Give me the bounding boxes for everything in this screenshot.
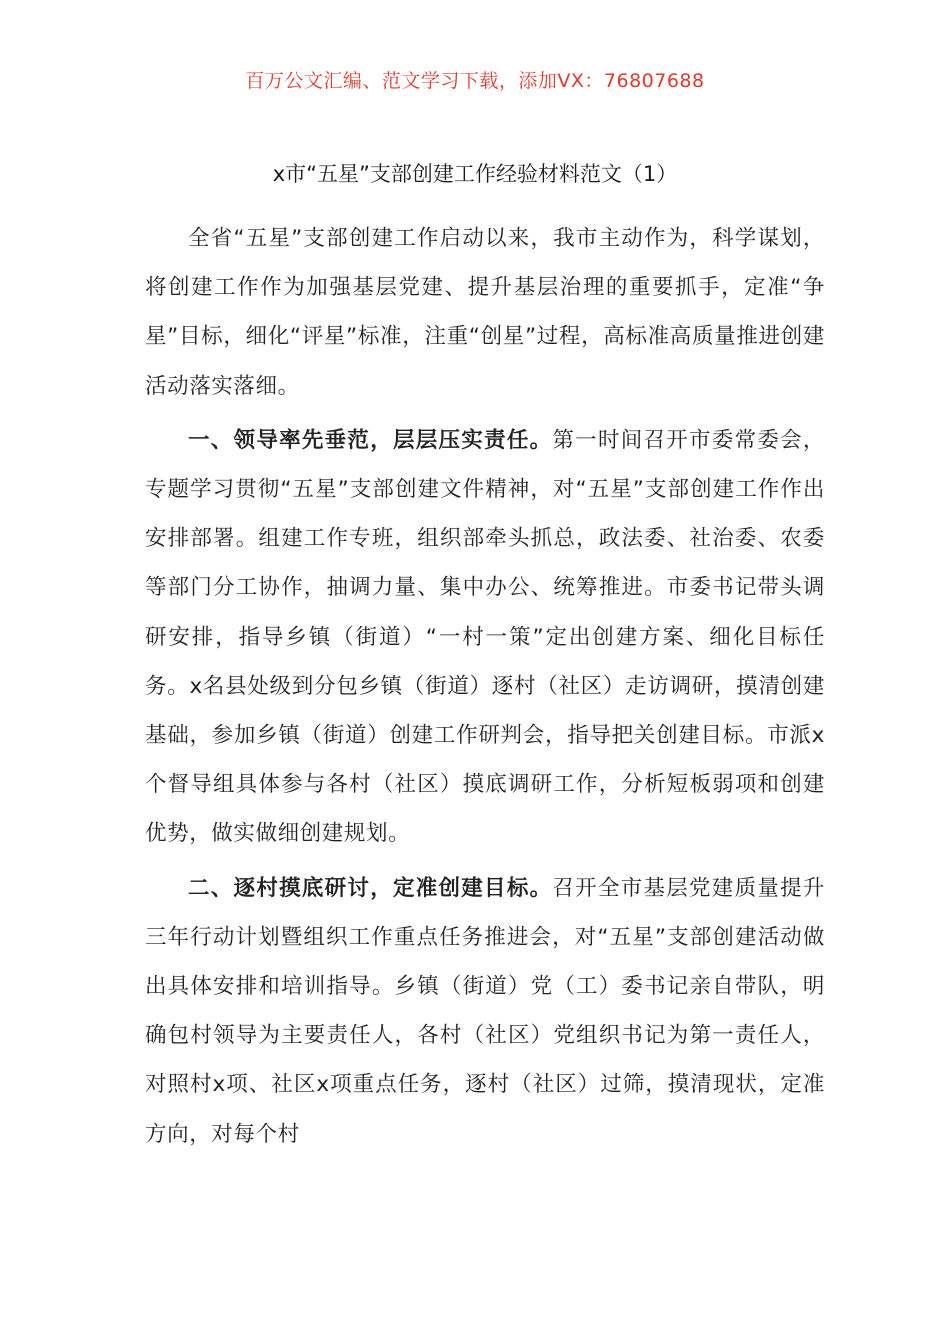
watermark-banner: 百万公文汇编、范文学习下载，添加VX：76807688: [245, 70, 705, 92]
section-heading-1: 一、领导率先垂范，层层压实责任。: [188, 427, 553, 453]
section-paragraph-2: [145, 864, 825, 1159]
section-text-2: 召开全市基层党建质量提升三年行动计划暨组织工作重点任务推进会，对“五星”支部创建活动做出具体安排和培训指导。乡镇（街道）党（工）委书记亲自带队，明确包村领导为主要责任人，各村（社区）党组织书记为第一责任人，对照村x项、社区x项重点任务，逐村（社区）过筛，摸清现状，定准方向，对每个村: [145, 875, 826, 1147]
intro-paragraph: 全省“五星”支部创建工作启动以来，我市主动作为，科学谋划，将创建工作作为加强基层党建、提升基层治理的重要抓手，定准“争星”目标，细化“评星”标准，注重“创星”过程，高标准高质量推进创建活动落实落细。: [145, 226, 825, 399]
section-text-1: 第一时间召开市委常委会，专题学习贯彻“五星”支部创建文件精神，对“五星”支部创建工作作出安排部署。组建工作专班，组织部牵头抓总，政法委、社治委、农委等部门分工协作，抽调力量、集中办公、统筹推进。市委书记带头调研安排，指导乡镇（街道）“一村一策”定出创建方案、细化目标任务。x名县处级到分包乡镇（街道）逐村（社区）走访调研，摸清创建基础，参加乡镇（街道）创建工作研判会，指导把关创建目标。市派x个督导组具体参与各村（社区）摸底调研工作，分析短板弱项和创建优势，做实做细创建规划。: [145, 427, 826, 847]
document-title: x市“五星”支部创建工作经验材料范文（1）: [272, 162, 678, 186]
section-heading-2: 二、逐村摸底研讨，定准创建目标。: [188, 875, 553, 901]
document-body: [145, 214, 825, 1164]
section-paragraph-1: [145, 416, 825, 859]
